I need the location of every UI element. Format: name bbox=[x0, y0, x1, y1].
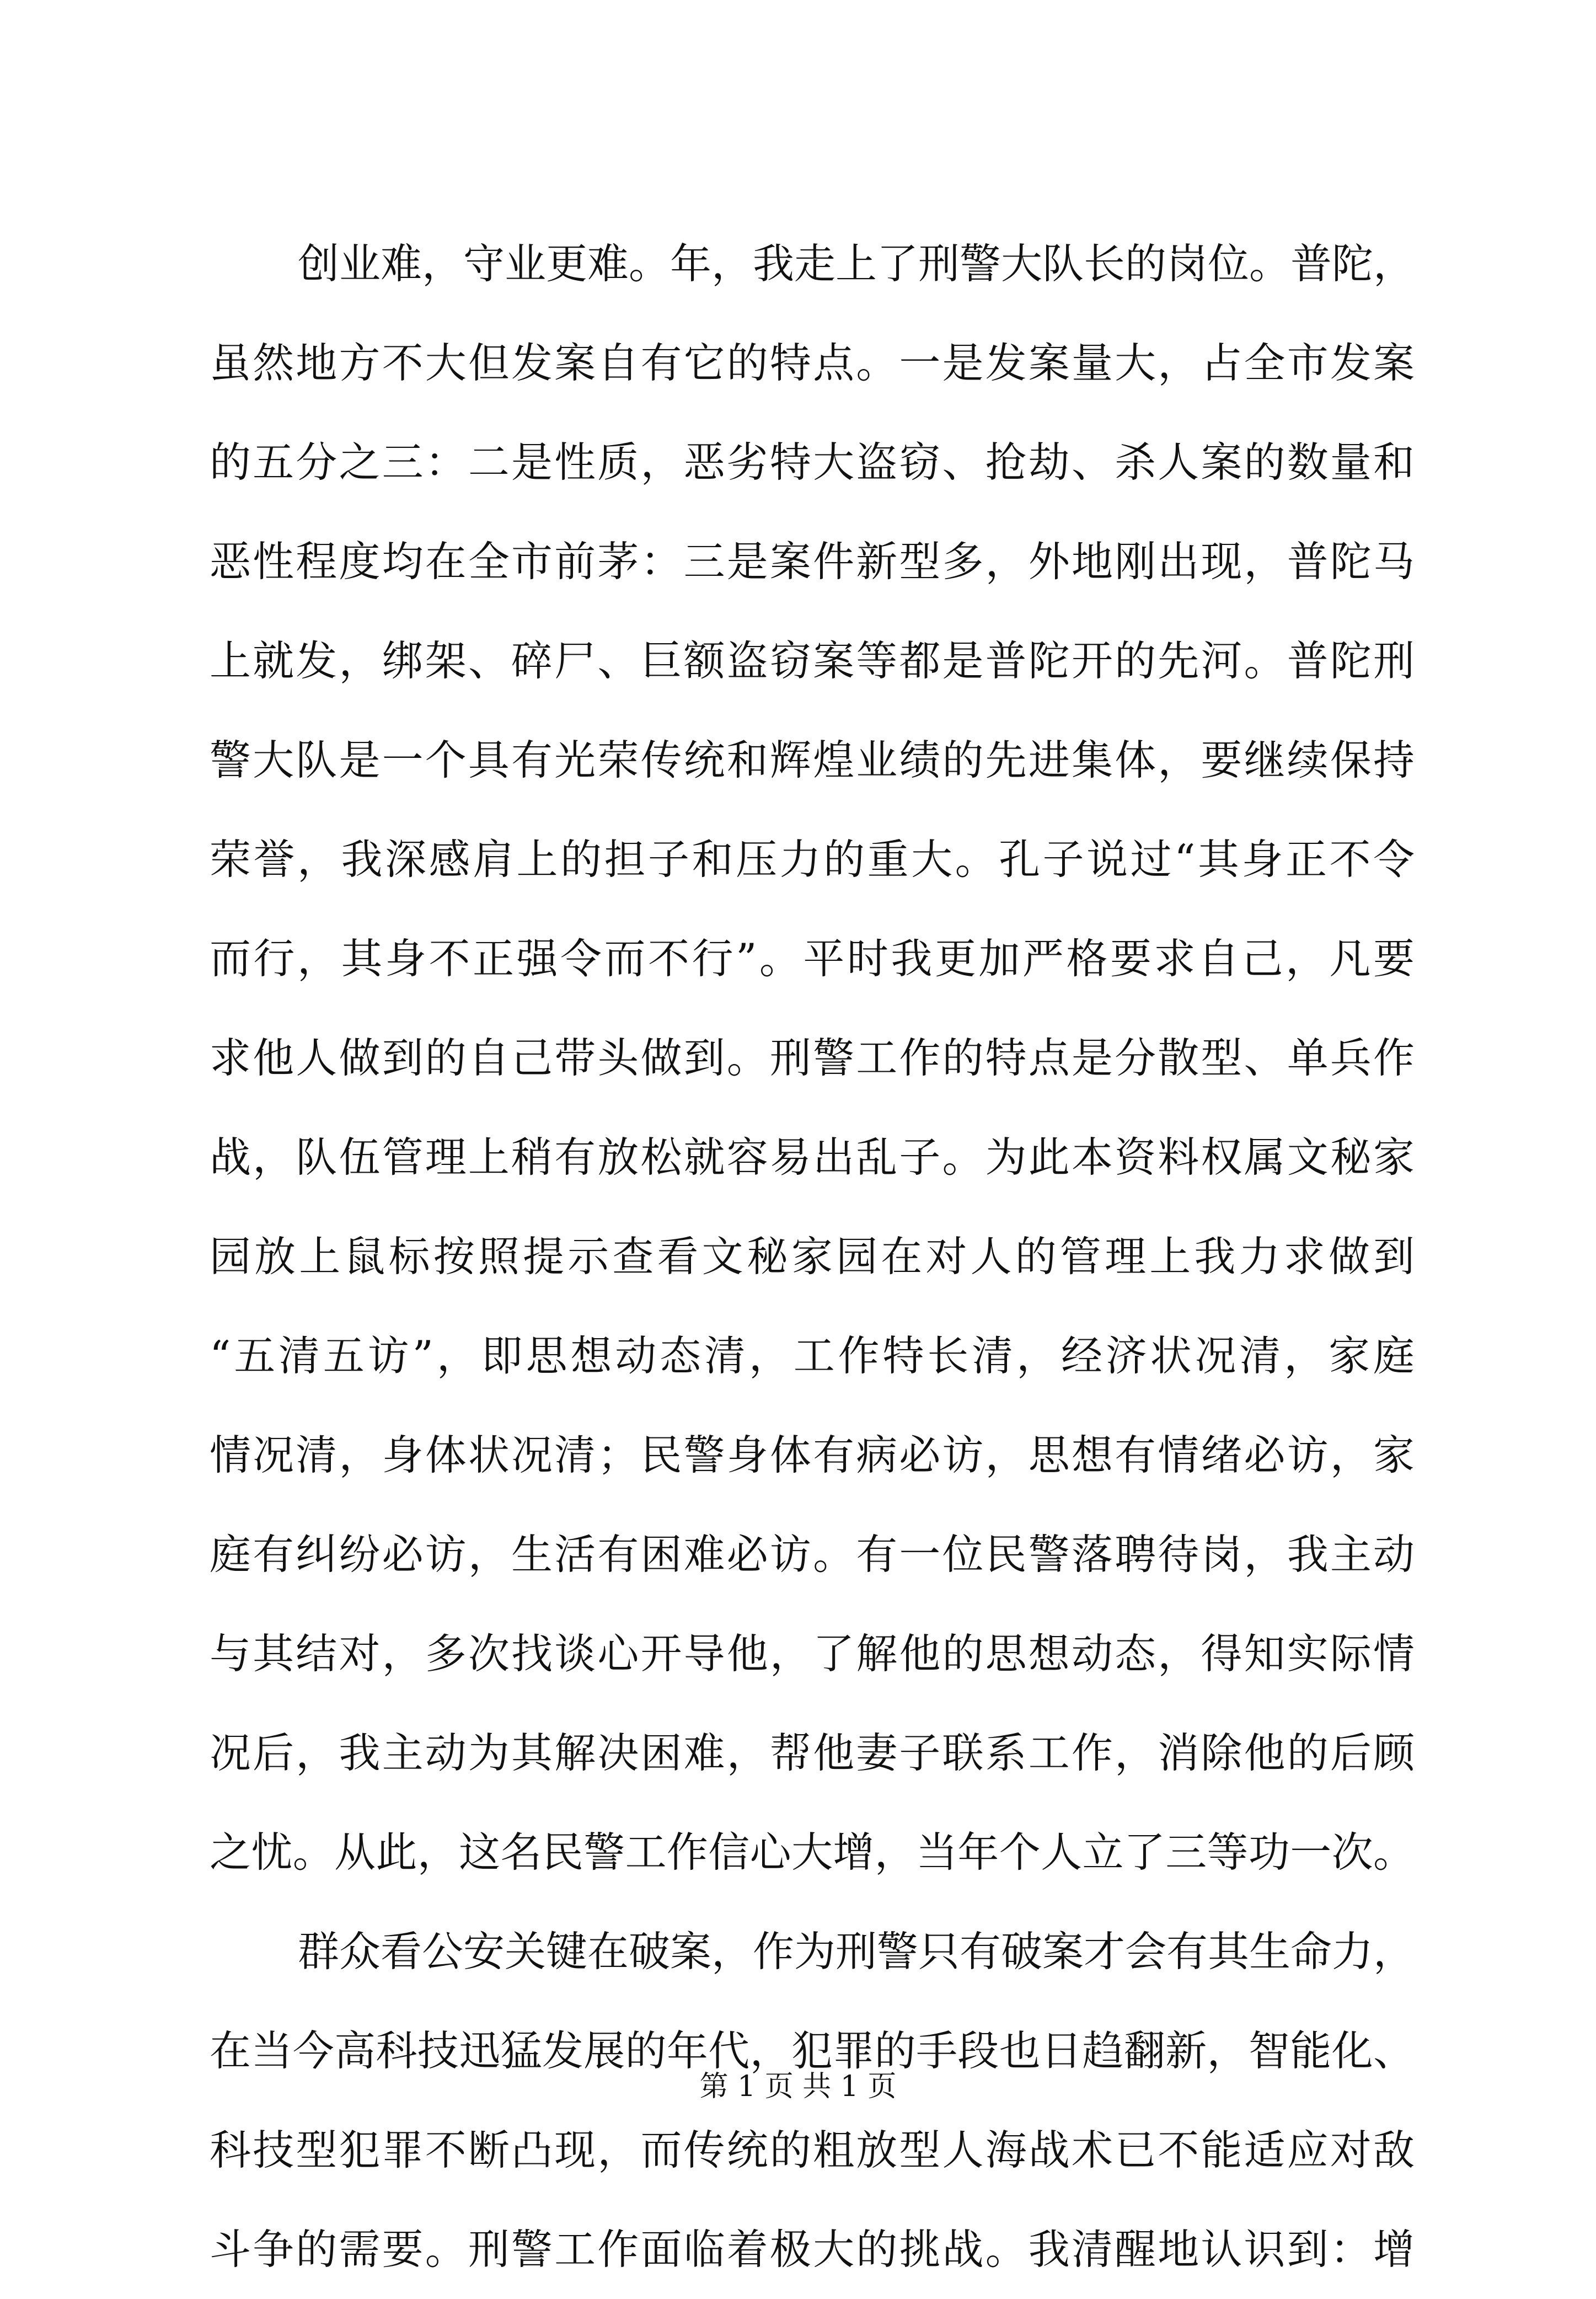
paragraph-1-line-11: 园放上鼠标按照提示查看文秘家园在对人的管理上我力求做到 bbox=[210, 1232, 1415, 1281]
paragraph-1-line-13: 情况清，身体状况清；民警身体有病必访，思想有情绪必访，家 bbox=[210, 1431, 1415, 1479]
paragraph-2-line-3: 科技型犯罪不断凸现，而传统的粗放型人海战术已不能适应对敌 bbox=[210, 2126, 1415, 2174]
paragraph-1-line-17: 之忧。从此，这名民警工作信心大增，当年个人立了三等功一次。 bbox=[210, 1828, 1415, 1876]
paragraph-1-line-4: 恶性程度均在全市前茅：三是案件新型多，外地刚出现，普陀马 bbox=[210, 537, 1415, 586]
paragraph-1-line-7: 荣誉，我深感肩上的担子和压力的重大。孔子说过“其身正不令 bbox=[210, 835, 1415, 884]
page-footer: 第 1 页 共 1 页 bbox=[699, 2070, 897, 2103]
paragraph-1-line-8: 而行，其身不正强令而不行”。平时我更加严格要求自己，凡要 bbox=[210, 934, 1415, 983]
paragraph-1-line-15: 与其结对，多次找谈心开导他，了解他的思想动态，得知实际情 bbox=[210, 1629, 1415, 1678]
paragraph-1-line-12: “五清五访”，即思想动态清，工作特长清，经济状况清，家庭 bbox=[210, 1332, 1415, 1380]
paragraph-1-line-3: 的五分之三：二是性质，恶劣特大盗窃、抢劫、杀人案的数量和 bbox=[210, 438, 1415, 486]
paragraph-1-line-6: 警大队是一个具有光荣传统和辉煌业绩的先进集体，要继续保持 bbox=[210, 736, 1415, 784]
paragraph-1-line-10: 战，队伍管理上稍有放松就容易出乱子。为此本资料权属文秘家 bbox=[210, 1133, 1415, 1181]
paragraph-2-line-4: 斗争的需要。刑警工作面临着极大的挑战。我清醒地认识到：增 bbox=[210, 2225, 1415, 2274]
paragraph-1-line-9: 求他人做到的自己带头做到。刑警工作的特点是分散型、单兵作 bbox=[210, 1034, 1415, 1082]
paragraph-1-line-5: 上就发，绑架、碎尸、巨额盗窃案等都是普陀开的先河。普陀刑 bbox=[210, 637, 1415, 685]
paragraph-1-line-14: 庭有纠纷必访，生活有困难必访。有一位民警落聘待岗，我主动 bbox=[210, 1530, 1415, 1579]
paragraph-1-line-16: 况后，我主动为其解决困难，帮他妻子联系工作，消除他的后顾 bbox=[210, 1729, 1415, 1777]
body-text bbox=[210, 214, 1415, 2299]
paragraph-1-line-1: 创业难，守业更难。年，我走上了刑警大队长的岗位。普陀， bbox=[298, 239, 1415, 288]
paragraph-2-line-1: 群众看公安关键在破案，作为刑警只有破案才会有其生命力， bbox=[298, 1927, 1415, 1976]
paragraph-1-line-2: 虽然地方不大但发案自有它的特点。一是发案量大，占全市发案 bbox=[210, 339, 1415, 387]
paragraph-2-line-2: 在当今高科技迅猛发展的年代，犯罪的手段也日趋翻新，智能化、 bbox=[210, 2027, 1415, 2075]
